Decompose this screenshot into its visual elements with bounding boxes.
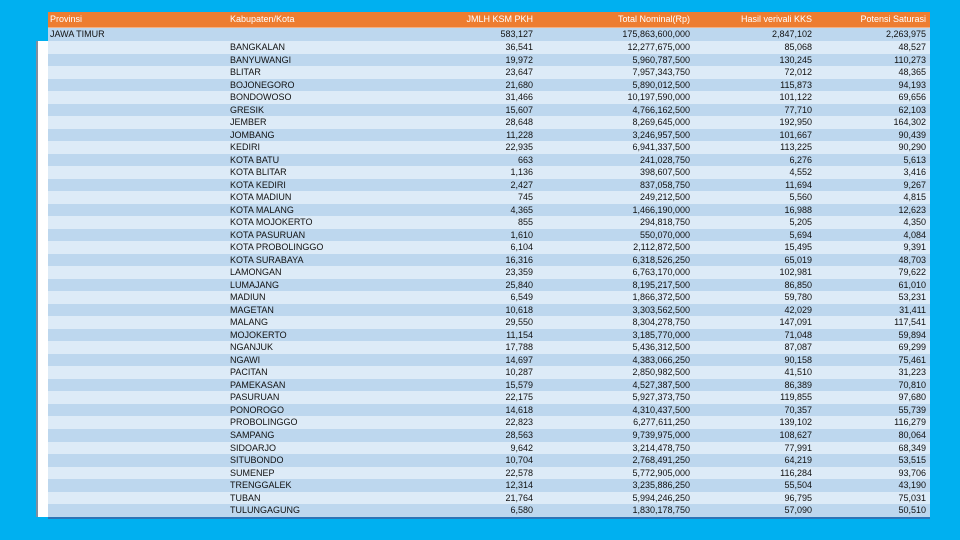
table-row: [48, 504, 930, 517]
saturasi-cell: 75,461: [898, 354, 926, 365]
nominal-cell: 1,466,190,000: [632, 204, 690, 215]
kks-cell: 15,495: [784, 242, 812, 253]
kabupaten-cell: BOJONEGORO: [230, 79, 295, 90]
kks-cell: 72,012: [784, 67, 812, 78]
jmlh-cell: 22,823: [505, 417, 533, 428]
table-row: [48, 91, 930, 104]
nominal-cell: 249,212,500: [639, 192, 690, 203]
table-row: [48, 191, 930, 204]
table-row: [48, 166, 930, 179]
saturasi-cell: 4,084: [903, 229, 926, 240]
total-kks: 2,847,102: [771, 29, 812, 39]
saturasi-cell: 31,223: [898, 367, 926, 378]
kabupaten-cell: BONDOWOSO: [230, 92, 292, 103]
table-row: [48, 104, 930, 117]
nominal-cell: 3,303,562,500: [632, 304, 690, 315]
kabupaten-cell: PONOROGO: [230, 404, 285, 415]
total-row: [48, 28, 930, 41]
saturasi-cell: 94,193: [898, 79, 926, 90]
jmlh-cell: 1,136: [510, 167, 533, 178]
saturasi-cell: 48,527: [898, 42, 926, 52]
kks-cell: 90,158: [784, 354, 812, 365]
nominal-cell: 8,269,645,000: [632, 117, 690, 128]
table-row: [48, 241, 930, 254]
kks-cell: 16,988: [784, 204, 812, 215]
table-row: [48, 354, 930, 367]
nominal-cell: 8,195,217,500: [632, 279, 690, 290]
saturasi-cell: 48,365: [898, 67, 926, 78]
table-row: [48, 454, 930, 467]
nominal-cell: 3,185,770,000: [632, 329, 690, 340]
kks-cell: 65,019: [784, 254, 812, 265]
kks-cell: 108,627: [779, 429, 812, 440]
jmlh-cell: 6,549: [510, 292, 533, 303]
kabupaten-cell: PAMEKASAN: [230, 379, 286, 390]
kks-cell: 70,357: [784, 404, 812, 415]
saturasi-cell: 79,622: [898, 267, 926, 278]
kks-cell: 192,950: [779, 117, 812, 128]
kabupaten-cell: PASURUAN: [230, 392, 280, 403]
jmlh-cell: 10,618: [505, 304, 533, 315]
jmlh-cell: 25,840: [505, 279, 533, 290]
kks-cell: 130,245: [779, 54, 812, 65]
table-row: [48, 329, 930, 342]
jmlh-cell: 12,314: [505, 480, 533, 491]
table-row: [48, 179, 930, 192]
table-row: [48, 404, 930, 417]
kabupaten-cell: PACITAN: [230, 367, 268, 378]
saturasi-cell: 69,656: [898, 92, 926, 103]
kabupaten-cell: BANGKALAN: [230, 42, 286, 52]
kks-cell: 115,873: [780, 79, 812, 90]
nominal-cell: 4,310,437,500: [632, 404, 690, 415]
kabupaten-cell: MOJOKERTO: [230, 329, 287, 340]
nominal-cell: 3,214,478,750: [632, 442, 690, 453]
jmlh-cell: 6,580: [510, 505, 533, 516]
kabupaten-cell: BANYUWANGI: [230, 54, 292, 65]
nominal-cell: 9,739,975,000: [632, 429, 690, 440]
table-row: [48, 379, 930, 392]
nominal-cell: 2,112,872,500: [633, 242, 690, 253]
jmlh-cell: 6,104: [510, 242, 533, 253]
saturasi-cell: 12,623: [898, 204, 926, 215]
saturasi-cell: 9,267: [903, 179, 926, 190]
saturasi-cell: 70,810: [898, 379, 926, 390]
saturasi-cell: 164,302: [893, 117, 926, 128]
jmlh-cell: 1,610: [510, 229, 533, 240]
kks-cell: 57,090: [784, 505, 812, 516]
data-table: [48, 12, 930, 519]
kabupaten-cell: LAMONGAN: [230, 267, 282, 278]
header-row: [48, 12, 930, 28]
kabupaten-cell: KOTA KEDIRI: [230, 179, 286, 190]
nominal-cell: 5,436,312,500: [632, 342, 690, 353]
kks-cell: 5,560: [789, 192, 812, 203]
nominal-cell: 550,070,000: [639, 229, 690, 240]
kabupaten-cell: BLITAR: [230, 67, 261, 78]
kabupaten-cell: KOTA MADIUN: [230, 192, 292, 203]
saturasi-cell: 48,703: [898, 254, 926, 265]
nominal-cell: 6,763,170,000: [632, 267, 690, 278]
saturasi-cell: 80,064: [898, 429, 926, 440]
jmlh-cell: 11,228: [506, 129, 533, 140]
jmlh-cell: 14,697: [505, 354, 533, 365]
nominal-cell: 2,768,491,250: [632, 455, 690, 466]
kks-cell: 101,667: [779, 129, 812, 140]
kabupaten-cell: MALANG: [230, 317, 269, 328]
jmlh-cell: 28,563: [505, 429, 533, 440]
nominal-cell: 3,246,957,500: [632, 129, 690, 140]
saturasi-cell: 110,273: [894, 54, 926, 65]
nominal-cell: 241,028,750: [639, 154, 690, 165]
table-row: [48, 79, 930, 92]
saturasi-cell: 117,541: [894, 317, 926, 328]
jmlh-cell: 15,607: [505, 104, 533, 115]
kks-cell: 113,225: [780, 142, 812, 153]
kabupaten-cell: KOTA SURABAYA: [230, 254, 304, 265]
table-bottom-border: [48, 517, 930, 519]
kks-cell: 86,850: [784, 279, 812, 290]
kabupaten-cell: KOTA MOJOKERTO: [230, 217, 313, 228]
nominal-cell: 5,994,246,250: [632, 492, 690, 503]
jmlh-cell: 21,764: [505, 492, 533, 503]
saturasi-cell: 4,815: [903, 192, 926, 203]
table-row: [48, 279, 930, 292]
jmlh-cell: 14,618: [505, 404, 533, 415]
kks-cell: 85,068: [784, 42, 812, 52]
saturasi-cell: 93,706: [898, 467, 926, 478]
kabupaten-cell: NGANJUK: [230, 342, 274, 353]
kks-cell: 87,087: [784, 342, 812, 353]
kabupaten-cell: GRESIK: [230, 104, 265, 115]
kabupaten-cell: KOTA MALANG: [230, 204, 294, 215]
table-row: [48, 66, 930, 79]
nominal-cell: 398,607,500: [639, 167, 690, 178]
kks-cell: 5,694: [789, 229, 812, 240]
kabupaten-cell: KOTA PROBOLINGGO: [230, 242, 324, 253]
kks-cell: 55,504: [784, 480, 812, 491]
table-row: [48, 141, 930, 154]
jmlh-cell: 10,287: [505, 367, 533, 378]
nominal-cell: 6,318,526,250: [632, 254, 690, 265]
table-row: [48, 429, 930, 442]
kabupaten-cell: TUBAN: [230, 492, 261, 503]
kabupaten-cell: JOMBANG: [230, 129, 275, 140]
jmlh-cell: 23,647: [505, 67, 533, 78]
nominal-cell: 5,890,012,500: [632, 79, 690, 90]
kks-cell: 64,219: [784, 455, 812, 466]
saturasi-cell: 90,290: [898, 142, 926, 153]
saturasi-cell: 62,103: [898, 104, 926, 115]
kabupaten-cell: SITUBONDO: [230, 455, 284, 466]
table-row: [48, 116, 930, 129]
table-row: [48, 291, 930, 304]
header-saturasi: Potensi Saturasi: [860, 14, 926, 24]
saturasi-cell: 68,349: [898, 442, 926, 453]
jmlh-cell: 16,316: [505, 254, 533, 265]
header-provinsi: Provinsi: [50, 14, 83, 24]
kabupaten-cell: KOTA BLITAR: [230, 167, 287, 178]
saturasi-cell: 4,350: [903, 217, 926, 228]
jmlh-cell: 855: [517, 217, 533, 228]
nominal-cell: 4,766,162,500: [632, 104, 690, 115]
saturasi-cell: 3,416: [903, 167, 926, 178]
kks-cell: 41,510: [784, 367, 812, 378]
jmlh-cell: 31,466: [505, 92, 533, 103]
table-row: [48, 467, 930, 480]
kabupaten-cell: MAGETAN: [230, 304, 274, 315]
kks-cell: 139,102: [779, 417, 812, 428]
jmlh-cell: 22,175: [505, 392, 533, 403]
nominal-cell: 6,277,611,250: [633, 417, 690, 428]
saturasi-cell: 69,299: [898, 342, 926, 353]
jmlh-cell: 4,365: [510, 204, 533, 215]
jmlh-cell: 22,935: [505, 142, 533, 153]
saturasi-cell: 43,190: [898, 480, 926, 491]
saturasi-cell: 75,031: [898, 492, 926, 503]
table-row: [48, 41, 930, 54]
kks-cell: 42,029: [784, 304, 812, 315]
total-nominal: 175,863,600,000: [622, 29, 690, 39]
kabupaten-cell: SUMENEP: [230, 467, 275, 478]
jmlh-cell: 10,704: [505, 455, 533, 466]
nominal-cell: 2,850,982,500: [632, 367, 690, 378]
kks-cell: 11,694: [785, 179, 812, 190]
kks-cell: 101,122: [779, 92, 812, 103]
saturasi-cell: 53,515: [898, 455, 926, 466]
table-row: [48, 129, 930, 142]
saturasi-cell: 116,279: [894, 417, 926, 428]
jmlh-cell: 11,154: [506, 329, 533, 340]
table-row: [48, 492, 930, 505]
kabupaten-cell: SAMPANG: [230, 429, 275, 440]
jmlh-cell: 663: [517, 154, 533, 165]
table-row: [48, 254, 930, 267]
table-row: [48, 266, 930, 279]
jmlh-cell: 28,648: [505, 117, 533, 128]
kks-cell: 77,991: [784, 442, 812, 453]
jmlh-cell: 23,359: [505, 267, 533, 278]
table-row: [48, 366, 930, 379]
kabupaten-cell: MADIUN: [230, 292, 266, 303]
jmlh-cell: 17,788: [505, 342, 533, 353]
jmlh-cell: 19,972: [505, 54, 533, 65]
table-row: [48, 304, 930, 317]
kks-cell: 96,795: [784, 492, 812, 503]
saturasi-cell: 55,739: [898, 404, 926, 415]
kabupaten-cell: TULUNGAGUNG: [230, 505, 301, 516]
nominal-cell: 5,772,905,000: [632, 467, 690, 478]
nominal-cell: 10,197,590,000: [627, 92, 690, 103]
saturasi-cell: 9,391: [903, 242, 926, 253]
nominal-cell: 1,866,372,500: [632, 292, 690, 303]
kks-cell: 86,389: [784, 379, 812, 390]
jmlh-cell: 29,550: [505, 317, 533, 328]
nominal-cell: 1,830,178,750: [632, 505, 690, 516]
table-row: [48, 216, 930, 229]
total-provinsi: JAWA TIMUR: [50, 29, 105, 39]
kks-cell: 119,855: [780, 392, 812, 403]
kks-cell: 59,780: [784, 292, 812, 303]
table-row: [48, 316, 930, 329]
kabupaten-cell: JEMBER: [230, 117, 267, 128]
jmlh-cell: 745: [517, 192, 533, 203]
kks-cell: 6,276: [789, 154, 812, 165]
total-saturasi: 2,263,975: [885, 29, 926, 39]
table-row: [48, 442, 930, 455]
kabupaten-cell: KOTA BATU: [230, 154, 280, 165]
header-kabupaten: Kabupaten/Kota: [230, 14, 295, 24]
kks-cell: 147,091: [779, 317, 812, 328]
saturasi-cell: 53,231: [898, 292, 926, 303]
total-jmlh: 583,127: [500, 29, 533, 39]
saturasi-cell: 61,010: [898, 279, 926, 290]
kabupaten-cell: TRENGGALEK: [230, 480, 292, 491]
header-jmlh: JMLH KSM PKH: [466, 14, 533, 24]
saturasi-cell: 50,510: [898, 505, 926, 516]
nominal-cell: 12,277,675,000: [627, 42, 690, 52]
table-row: [48, 154, 930, 167]
nominal-cell: 5,927,373,750: [632, 392, 690, 403]
nominal-cell: 837,058,750: [639, 179, 690, 190]
jmlh-cell: 15,579: [505, 379, 533, 390]
jmlh-cell: 36,541: [505, 42, 533, 52]
kabupaten-cell: KOTA PASURUAN: [230, 229, 306, 240]
jmlh-cell: 21,680: [505, 79, 533, 90]
table-row: [48, 341, 930, 354]
table-row: [48, 479, 930, 492]
kabupaten-cell: LUMAJANG: [230, 279, 280, 290]
nominal-cell: 6,941,337,500: [632, 142, 690, 153]
table-row: [48, 229, 930, 242]
jmlh-cell: 2,427: [510, 179, 533, 190]
kks-cell: 4,552: [789, 167, 812, 178]
kks-cell: 77,710: [784, 104, 812, 115]
kabupaten-cell: SIDOARJO: [230, 442, 277, 453]
saturasi-cell: 97,680: [898, 392, 926, 403]
table-row: [48, 416, 930, 429]
nominal-cell: 8,304,278,750: [632, 317, 690, 328]
table-row: [48, 204, 930, 217]
saturasi-cell: 5,613: [903, 154, 926, 165]
saturasi-cell: 59,894: [898, 329, 926, 340]
kks-cell: 116,284: [780, 467, 812, 478]
saturasi-cell: 31,411: [899, 304, 926, 315]
nominal-cell: 3,235,886,250: [632, 480, 690, 491]
header-kks: Hasil verivali KKS: [740, 14, 812, 24]
jmlh-cell: 9,642: [510, 442, 533, 453]
table-body: [48, 41, 930, 517]
table-row: [48, 391, 930, 404]
kabupaten-cell: PROBOLINGGO: [230, 417, 298, 428]
nominal-cell: 4,527,387,500: [632, 379, 690, 390]
nominal-cell: 5,960,787,500: [632, 54, 690, 65]
table-row: [48, 54, 930, 67]
saturasi-cell: 90,439: [898, 129, 926, 140]
nominal-cell: 4,383,066,250: [632, 354, 690, 365]
kks-cell: 71,048: [784, 329, 812, 340]
kabupaten-cell: KEDIRI: [230, 142, 261, 153]
kks-cell: 5,205: [789, 217, 812, 228]
header-nominal: Total Nominal(Rp): [617, 14, 690, 24]
kabupaten-cell: NGAWI: [230, 354, 261, 365]
jmlh-cell: 22,578: [505, 467, 533, 478]
kks-cell: 102,981: [779, 267, 812, 278]
nominal-cell: 7,957,343,750: [632, 67, 690, 78]
nominal-cell: 294,818,750: [639, 217, 690, 228]
